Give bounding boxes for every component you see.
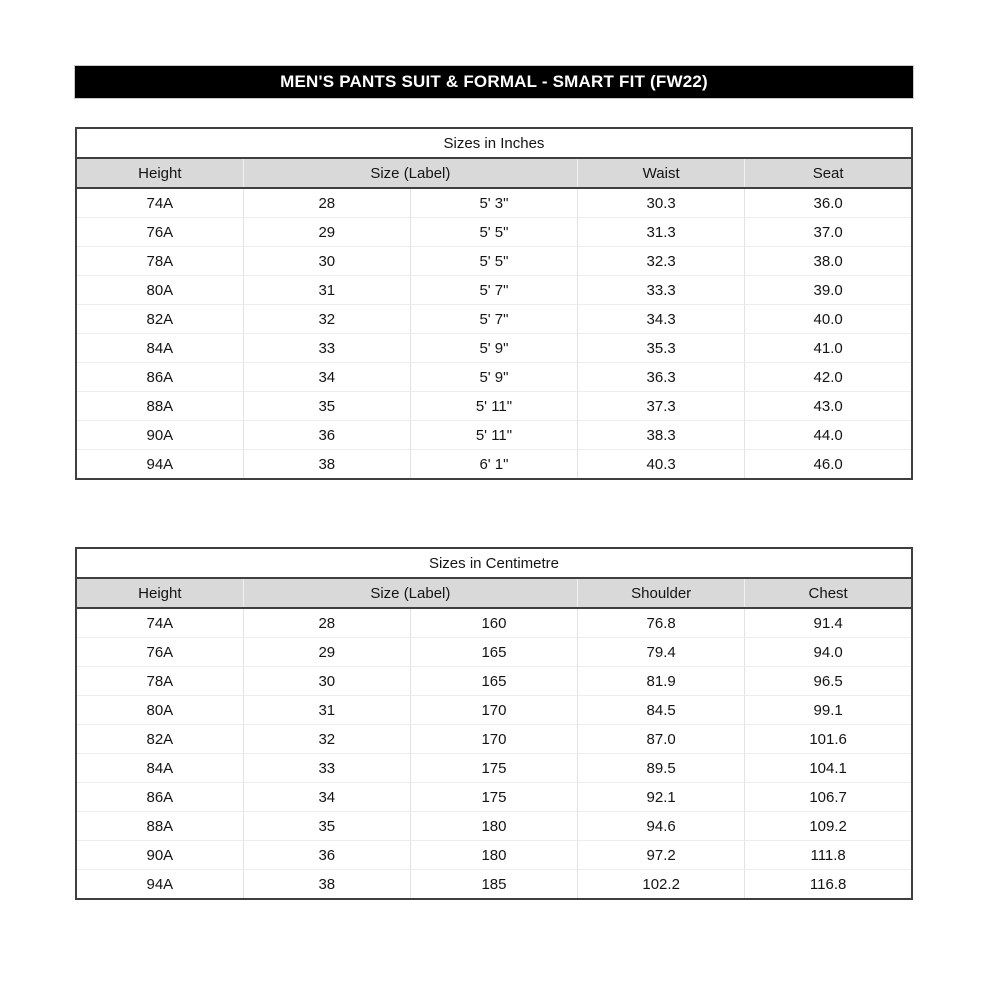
table-row	[76, 334, 912, 363]
table-cell: 185	[410, 870, 577, 900]
table-cell: 81.9	[578, 667, 745, 696]
table-cell: 175	[410, 754, 577, 783]
table-cell: 35	[243, 392, 410, 421]
table-cell: 30.3	[578, 188, 745, 218]
column-header: Seat	[745, 158, 912, 188]
table-cell: 84.5	[578, 696, 745, 725]
table-cell: 5' 7"	[410, 276, 577, 305]
table-title: Sizes in Centimetre	[76, 548, 912, 578]
table-cell: 170	[410, 725, 577, 754]
table-cell: 38.3	[578, 421, 745, 450]
table-cell: 5' 5"	[410, 218, 577, 247]
table-cell: 82A	[76, 725, 243, 754]
table-cell: 80A	[76, 696, 243, 725]
table-cell: 5' 9"	[410, 363, 577, 392]
table-cell: 5' 11"	[410, 392, 577, 421]
table-row	[76, 638, 912, 667]
table-cell: 76A	[76, 218, 243, 247]
table-cell: 88A	[76, 812, 243, 841]
table-cell: 38.0	[745, 247, 912, 276]
header-row	[76, 158, 912, 188]
table-cell: 38	[243, 870, 410, 900]
table-cell: 34	[243, 363, 410, 392]
sizes-in-centimetre-table	[75, 547, 913, 900]
table-cell: 86A	[76, 783, 243, 812]
table-row	[76, 812, 912, 841]
table-cell: 37.0	[745, 218, 912, 247]
sizes-in-inches-table	[75, 127, 913, 480]
table-cell: 74A	[76, 608, 243, 638]
table-cell: 82A	[76, 305, 243, 334]
table-row	[76, 421, 912, 450]
table-cell: 29	[243, 218, 410, 247]
table-cell: 84A	[76, 754, 243, 783]
table-cell: 79.4	[578, 638, 745, 667]
table-cell: 37.3	[578, 392, 745, 421]
table-cell: 40.3	[578, 450, 745, 480]
table-cell: 97.2	[578, 841, 745, 870]
table-cell: 42.0	[745, 363, 912, 392]
table-cell: 76A	[76, 638, 243, 667]
table-cell: 30	[243, 247, 410, 276]
table-cell: 94.6	[578, 812, 745, 841]
table-row	[76, 667, 912, 696]
table-cell: 90A	[76, 421, 243, 450]
table-cell: 109.2	[745, 812, 912, 841]
table-cell: 34	[243, 783, 410, 812]
table-cell: 160	[410, 608, 577, 638]
table-title-row	[76, 128, 912, 158]
table-cell: 36	[243, 421, 410, 450]
table-row	[76, 363, 912, 392]
header-row	[76, 578, 912, 608]
table-cell: 96.5	[745, 667, 912, 696]
table-cell: 36	[243, 841, 410, 870]
table-cell: 33.3	[578, 276, 745, 305]
table-cell: 94A	[76, 450, 243, 480]
column-header: Height	[76, 578, 243, 608]
table-cell: 32.3	[578, 247, 745, 276]
table-cell: 99.1	[745, 696, 912, 725]
table-row	[76, 608, 912, 638]
table-cell: 78A	[76, 667, 243, 696]
table-cell: 74A	[76, 188, 243, 218]
table-cell: 31.3	[578, 218, 745, 247]
table-row	[76, 754, 912, 783]
table-cell: 94.0	[745, 638, 912, 667]
table-cell: 76.8	[578, 608, 745, 638]
table-cell: 106.7	[745, 783, 912, 812]
table-row	[76, 247, 912, 276]
table-body	[76, 608, 912, 899]
table-cell: 32	[243, 305, 410, 334]
table-cell: 38	[243, 450, 410, 480]
table-cell: 78A	[76, 247, 243, 276]
table-row	[76, 841, 912, 870]
table-row	[76, 188, 912, 218]
title-banner	[75, 66, 913, 98]
table-row	[76, 696, 912, 725]
table-cell: 29	[243, 638, 410, 667]
table-cell: 111.8	[745, 841, 912, 870]
table-cell: 28	[243, 188, 410, 218]
column-header: Size (Label)	[243, 578, 577, 608]
table-cell: 5' 11"	[410, 421, 577, 450]
table-cell: 31	[243, 696, 410, 725]
table-row	[76, 218, 912, 247]
table-cell: 86A	[76, 363, 243, 392]
table-cell: 170	[410, 696, 577, 725]
column-header: Height	[76, 158, 243, 188]
table-row	[76, 305, 912, 334]
table-cell: 180	[410, 812, 577, 841]
table-cell: 91.4	[745, 608, 912, 638]
column-header: Size (Label)	[243, 158, 577, 188]
table-row	[76, 725, 912, 754]
table-cell: 94A	[76, 870, 243, 900]
table-cell: 104.1	[745, 754, 912, 783]
table-cell: 6' 1"	[410, 450, 577, 480]
table-cell: 5' 5"	[410, 247, 577, 276]
table-cell: 5' 7"	[410, 305, 577, 334]
table-cell: 89.5	[578, 754, 745, 783]
table-cell: 175	[410, 783, 577, 812]
table-row	[76, 870, 912, 900]
column-header: Shoulder	[578, 578, 745, 608]
table-cell: 30	[243, 667, 410, 696]
table-cell: 116.8	[809, 875, 847, 893]
table-cell: 28	[243, 608, 410, 638]
table-row	[76, 276, 912, 305]
column-header: Chest	[745, 578, 912, 608]
table-body	[76, 188, 912, 479]
banner-title: MEN'S PANTS SUIT & FORMAL - SMART FIT (FW22)	[280, 72, 708, 91]
table-cell: 34.3	[578, 305, 745, 334]
table-cell: 5' 3"	[410, 188, 577, 218]
table-cell: 43.0	[745, 392, 912, 421]
table-cell: 180	[410, 841, 577, 870]
table-cell: 46.0	[813, 455, 843, 473]
table-cell: 88A	[76, 392, 243, 421]
table-title: Sizes in Inches	[76, 128, 912, 158]
table-cell: 35	[243, 812, 410, 841]
table-row	[76, 783, 912, 812]
table-cell: 102.2	[578, 870, 745, 900]
table-cell: 5' 9"	[410, 334, 577, 363]
table-cell: 92.1	[578, 783, 745, 812]
table-cell: 35.3	[578, 334, 745, 363]
table-row	[76, 392, 912, 421]
table-cell: 44.0	[745, 421, 912, 450]
table-cell: 31	[243, 276, 410, 305]
table-cell: 32	[243, 725, 410, 754]
table-cell: 39.0	[745, 276, 912, 305]
table-cell: 80A	[76, 276, 243, 305]
table-cell: 33	[243, 754, 410, 783]
table-cell: 36.3	[578, 363, 745, 392]
table-cell: 165	[410, 638, 577, 667]
table-row	[76, 450, 912, 480]
table-cell: 36.0	[745, 188, 912, 218]
column-header: Waist	[578, 158, 745, 188]
table-title-row	[76, 548, 912, 578]
table-cell: 90A	[76, 841, 243, 870]
table-cell: 33	[243, 334, 410, 363]
table-cell: 165	[410, 667, 577, 696]
table-cell: 41.0	[745, 334, 912, 363]
table-cell: 84A	[76, 334, 243, 363]
table-cell: 40.0	[745, 305, 912, 334]
table-cell: 87.0	[578, 725, 745, 754]
table-cell: 101.6	[745, 725, 912, 754]
